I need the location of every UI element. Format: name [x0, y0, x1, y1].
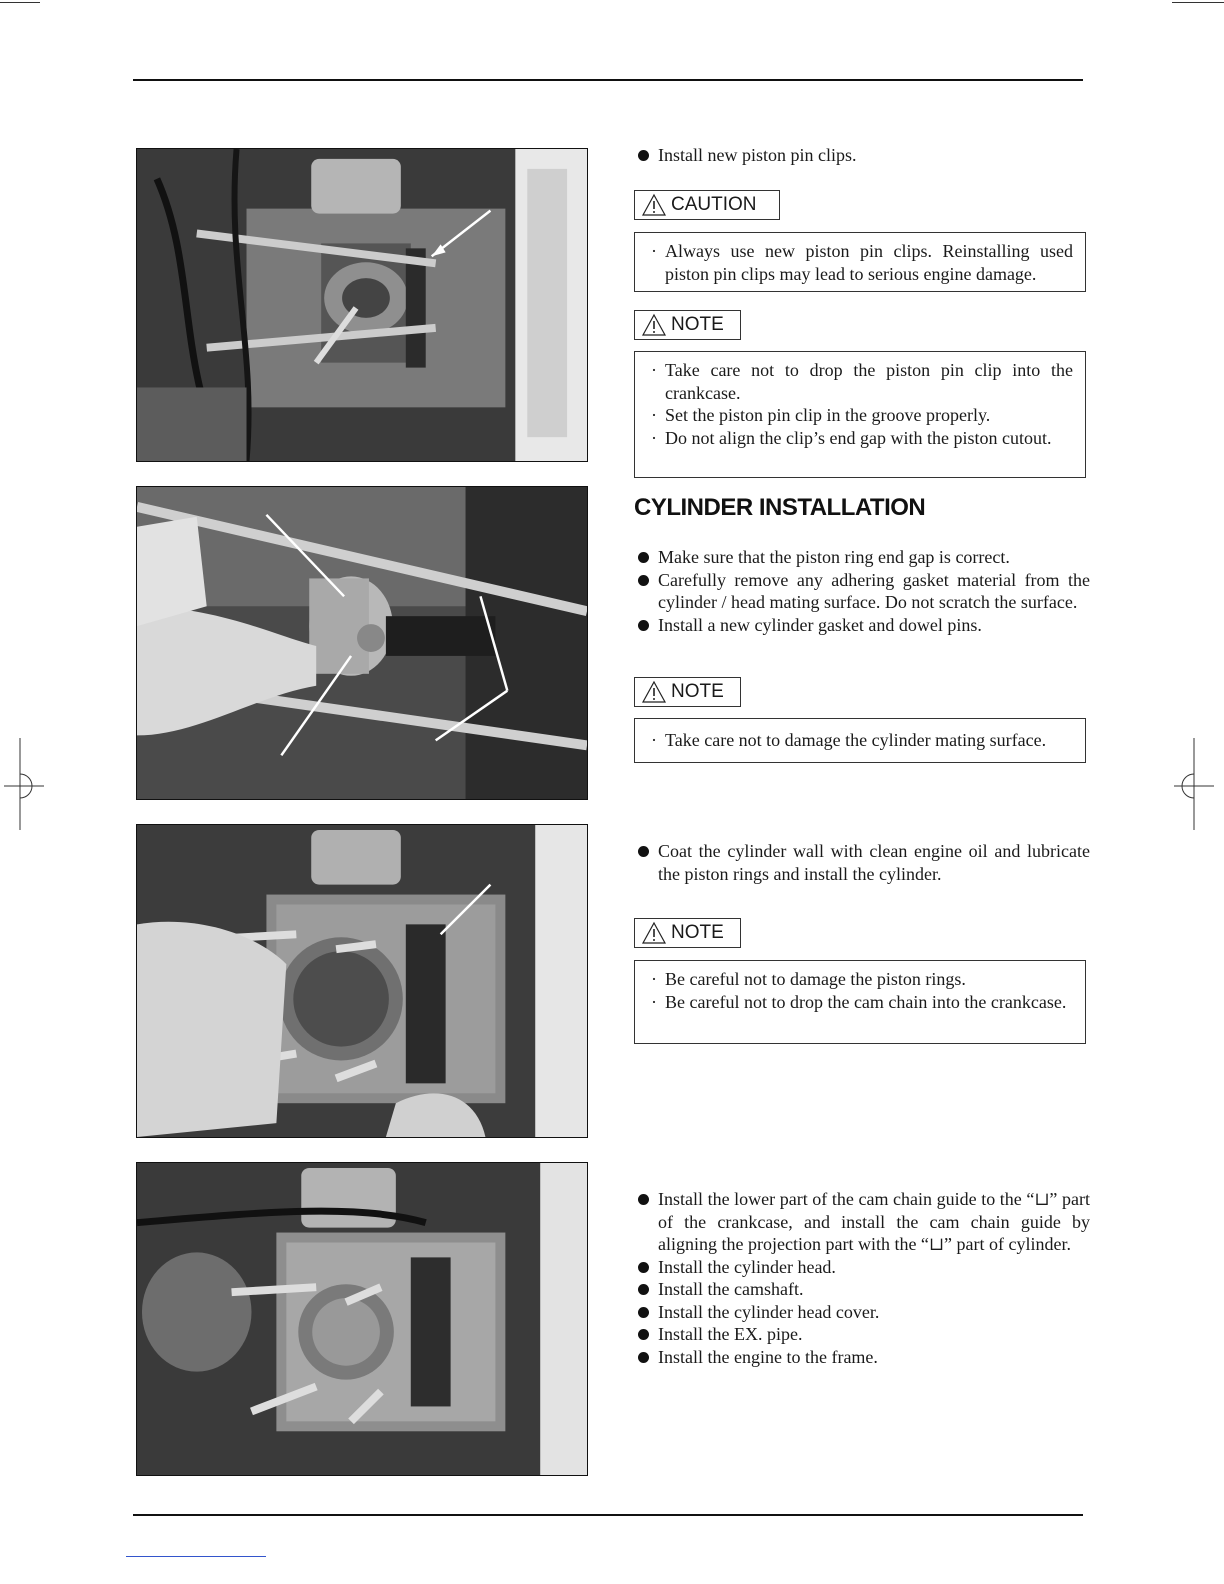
step-install-engine: Install the engine to the frame.: [634, 1346, 1090, 1369]
note-line: · Be careful not to damage the piston rings.: [649, 968, 1073, 991]
footer-link-underline: [126, 1556, 266, 1557]
note-label-text: NOTE: [671, 922, 724, 943]
step-install-pin-clips: Install new piston pin clips.: [634, 144, 1090, 167]
block2-steps: [634, 546, 1090, 636]
warning-triangle-icon: [641, 313, 667, 337]
note-box-1: [634, 351, 1086, 478]
caution-box: [634, 232, 1086, 292]
warning-triangle-icon: [641, 193, 667, 217]
photo-piston-ring: [136, 486, 588, 800]
caution-label: [634, 190, 780, 220]
caution-label-text: CAUTION: [671, 194, 757, 215]
photo-piston-pin-clip: [136, 148, 588, 462]
block1-steps: [634, 144, 1090, 167]
crop-mark-top-right: [1172, 2, 1224, 3]
block3-steps: [634, 840, 1090, 885]
note-line: · Be careful not to drop the cam chain into the crankcase.: [649, 991, 1073, 1014]
note-label-text: NOTE: [671, 314, 724, 335]
warning-triangle-icon: [641, 921, 667, 945]
note-label-2: [634, 677, 741, 707]
crop-mark-top-left: [0, 2, 40, 3]
step-install-ex-pipe: Install the EX. pipe.: [634, 1323, 1090, 1346]
note-label-1: [634, 310, 741, 340]
warning-triangle-icon: [641, 680, 667, 704]
footer-rule: [133, 1514, 1083, 1516]
photo-cylinder-head-install: [136, 1162, 588, 1476]
note-label-text: NOTE: [671, 681, 724, 702]
step-remove-gasket: Carefully remove any adhering gasket material from the cylinder / head mating surface. Do not scratch the surface.: [634, 569, 1090, 614]
photo-cylinder-install: [136, 824, 588, 1138]
registration-mark-left: [4, 738, 44, 830]
registration-mark-right: [1174, 738, 1214, 830]
note-label-3: [634, 918, 741, 948]
step-install-gasket: Install a new cylinder gasket and dowel pins.: [634, 614, 1090, 637]
caution-line: · Always use new piston pin clips. Reinstalling used piston pin clips may lead to serious engine damage.: [649, 240, 1073, 285]
step-cam-chain-guide: Install the lower part of the cam chain guide to the “⊔” part of the crankcase, and install the cam chain guide by aligning the projection part with the “⊔” part of cylinder.: [634, 1188, 1090, 1256]
section-heading: CYLINDER INSTALLATION: [634, 494, 926, 521]
note-line: · Take care not to damage the cylinder mating surface.: [649, 729, 1073, 752]
header-rule: [133, 79, 1083, 81]
note-box-3: [634, 960, 1086, 1044]
note-line: · Take care not to drop the piston pin clip into the crankcase.: [649, 359, 1073, 404]
step-install-camshaft: Install the camshaft.: [634, 1278, 1090, 1301]
note-line: · Do not align the clip’s end gap with the piston cutout.: [649, 427, 1073, 450]
note-line: · Set the piston pin clip in the groove properly.: [649, 404, 1073, 427]
block4-steps: [634, 1188, 1090, 1368]
step-install-head: Install the cylinder head.: [634, 1256, 1090, 1279]
note-box-2: [634, 718, 1086, 763]
step-install-head-cover: Install the cylinder head cover.: [634, 1301, 1090, 1324]
step-coat-cylinder: Coat the cylinder wall with clean engine oil and lubricate the piston rings and install the cylinder.: [634, 840, 1090, 885]
step-check-ring-gap: Make sure that the piston ring end gap is correct.: [634, 546, 1090, 569]
